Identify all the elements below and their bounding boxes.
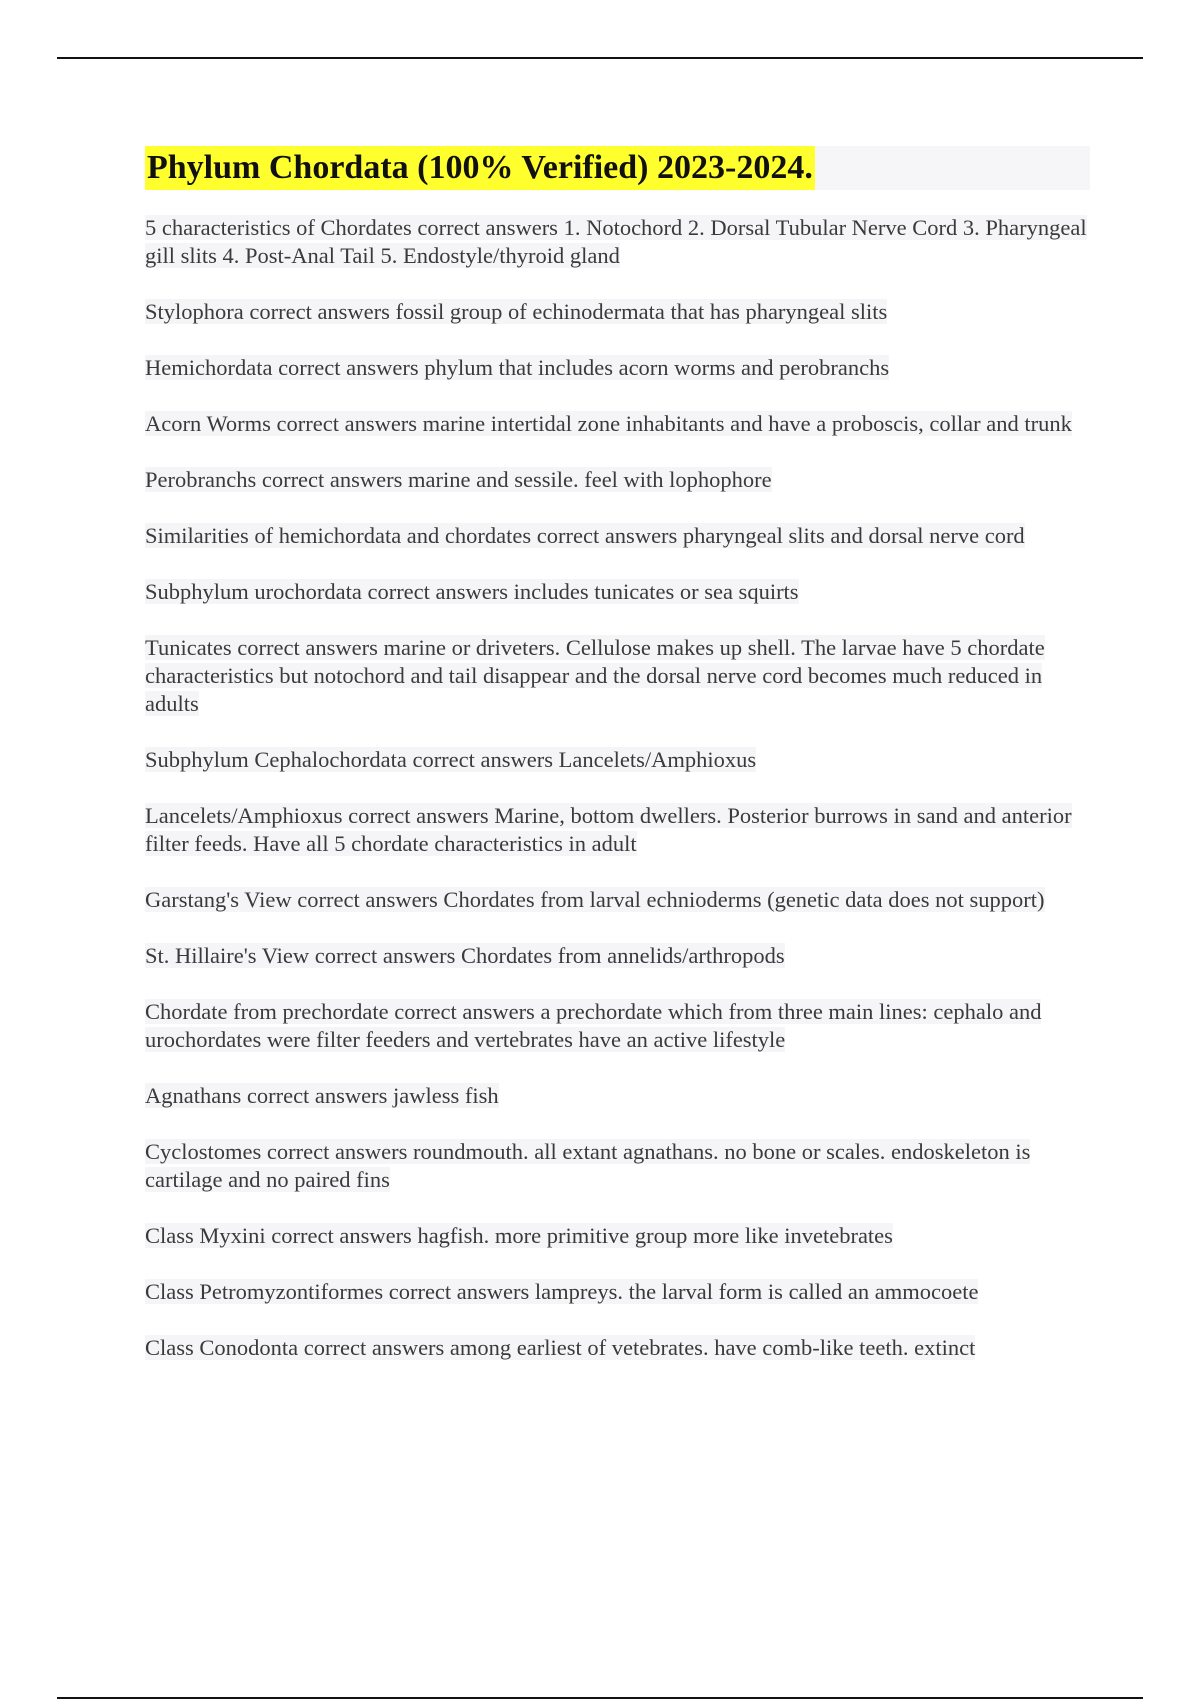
list-item <box>145 886 1090 914</box>
entry-text: Perobranchs correct answers marine and sessile. feel with lophophore <box>145 467 772 492</box>
entry-text: Tunicates correct answers marine or driveters. Cellulose makes up shell. The larvae have 5 chordate characteristics but notochord and tail disappear and the dorsal nerve cord becomes much reduced in adults <box>145 635 1045 716</box>
title-band <box>145 146 1090 190</box>
entry-text: St. Hillaire's View correct answers Chordates from annelids/arthropods <box>145 943 785 968</box>
list-item <box>145 354 1090 382</box>
document-title: Phylum Chordata (100% Verified) 2023-2024. <box>145 146 815 190</box>
list-item <box>145 1334 1090 1362</box>
entry-text: Similarities of hemichordata and chordates correct answers pharyngeal slits and dorsal nerve cord <box>145 523 1025 548</box>
list-item <box>145 1278 1090 1306</box>
entry-text: Garstang's View correct answers Chordates from larval echnioderms (genetic data does not support) <box>145 887 1045 912</box>
entry-text: Acorn Worms correct answers marine intertidal zone inhabitants and have a proboscis, collar and trunk <box>145 411 1072 436</box>
entry-list <box>145 214 1090 1362</box>
bottom-rule <box>57 1697 1143 1699</box>
entry-text: Hemichordata correct answers phylum that includes acorn worms and perobranchs <box>145 355 890 380</box>
entry-text: Chordate from prechordate correct answers a prechordate which from three main lines: cephalo and urochordates were filter feeders and vertebrates have an active lifestyle <box>145 999 1042 1052</box>
entry-text: Class Myxini correct answers hagfish. more primitive group more like invetebrates <box>145 1223 893 1248</box>
list-item <box>145 410 1090 438</box>
list-item <box>145 466 1090 494</box>
list-item <box>145 214 1090 270</box>
entry-text: Class Conodonta correct answers among earliest of vetebrates. have comb-like teeth. extinct <box>145 1335 976 1360</box>
entry-text: Agnathans correct answers jawless fish <box>145 1083 499 1108</box>
list-item <box>145 1082 1090 1110</box>
entry-text: Stylophora correct answers fossil group of echinodermata that has pharyngeal slits <box>145 299 888 324</box>
entry-text: Subphylum urochordata correct answers includes tunicates or sea squirts <box>145 579 799 604</box>
list-item <box>145 298 1090 326</box>
list-item <box>145 578 1090 606</box>
list-item <box>145 1138 1090 1194</box>
entry-text: Lancelets/Amphioxus correct answers Marine, bottom dwellers. Posterior burrows in sand and anterior filter feeds. Have all 5 chordate characteristics in adult <box>145 803 1072 856</box>
list-item <box>145 634 1090 718</box>
list-item <box>145 998 1090 1054</box>
list-item <box>145 802 1090 858</box>
top-rule <box>57 57 1143 59</box>
list-item <box>145 746 1090 774</box>
list-item <box>145 522 1090 550</box>
list-item <box>145 942 1090 970</box>
entry-text: Class Petromyzontiformes correct answers lampreys. the larval form is called an ammocoete <box>145 1279 979 1304</box>
entry-text: 5 characteristics of Chordates correct answers 1. Notochord 2. Dorsal Tubular Nerve Cord 3. Pharyngeal gill slits 4. Post-Anal Tail 5. Endostyle/thyroid gland <box>145 215 1087 268</box>
entry-text: Cyclostomes correct answers roundmouth. all extant agnathans. no bone or scales. endoskeleton is cartilage and no paired fins <box>145 1139 1031 1192</box>
document-body <box>145 146 1090 1390</box>
entry-text: Subphylum Cephalochordata correct answers Lancelets/Amphioxus <box>145 747 757 772</box>
list-item <box>145 1222 1090 1250</box>
